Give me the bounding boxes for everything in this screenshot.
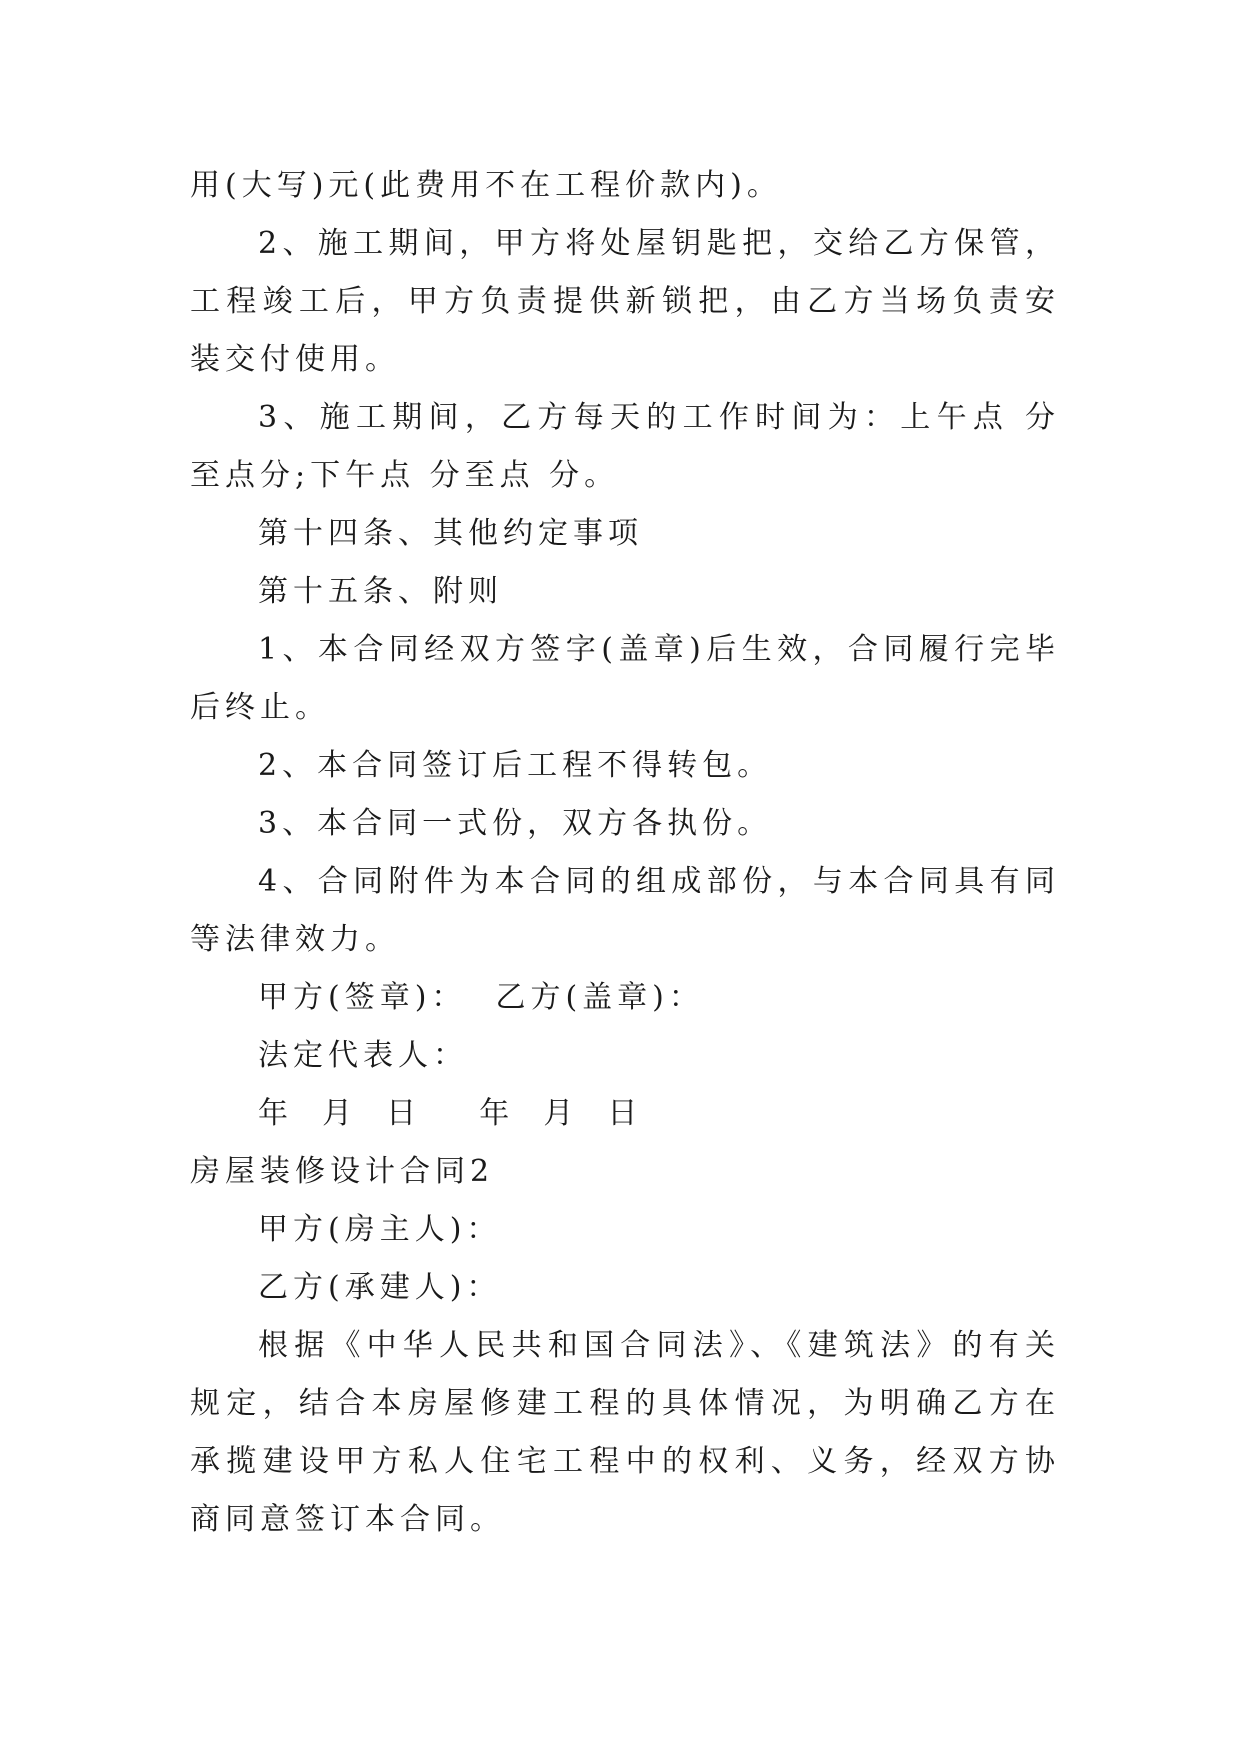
date-line: 年 月 日 年 月 日	[258, 1096, 643, 1131]
legal-representative-line: 法定代表人：	[258, 1038, 468, 1073]
clause-effective: 1、本合同经双方签字(盖章)后生效，合同履行完毕后终止。	[190, 632, 1060, 725]
contract-2-preamble: 根据《中华人民共和国合同法》、《建筑法》的有关规定，结合本房屋修建工程的具体情况，为明确乙方在承揽建设甲方私人住宅工程中的权利、义务，经双方协商同意签订本合同。	[190, 1328, 1060, 1537]
clause-copies: 3、本合同一式份，双方各执份。	[258, 806, 773, 841]
article-15-heading: 第十五条、附则	[258, 574, 503, 609]
paragraph-key-handover: 2、施工期间，甲方将处屋钥匙把，交给乙方保管，工程竣工后，甲方负责提供新锁把，由乙方当场负责安装交付使用。	[190, 226, 1060, 377]
contract-2-title: 房屋装修设计合同2	[190, 1154, 495, 1189]
paragraph-working-hours: 3、施工期间，乙方每天的工作时间为：上午点 分至点分;下午点 分至点 分。	[190, 400, 1060, 493]
party-b-line: 乙方(承建人)：	[258, 1270, 502, 1305]
party-a-line: 甲方(房主人)：	[258, 1212, 502, 1247]
document-body	[190, 157, 1060, 1549]
paragraph-fee-note: 用(大写)元(此费用不在工程价款内)。	[190, 168, 782, 203]
article-14-heading: 第十四条、其他约定事项	[258, 516, 643, 551]
clause-no-subcontract: 2、本合同签订后工程不得转包。	[258, 748, 773, 783]
signature-line: 甲方(签章)： 乙方(盖章)：	[258, 980, 704, 1015]
clause-attachments: 4、合同附件为本合同的组成部份，与本合同具有同等法律效力。	[190, 864, 1060, 957]
